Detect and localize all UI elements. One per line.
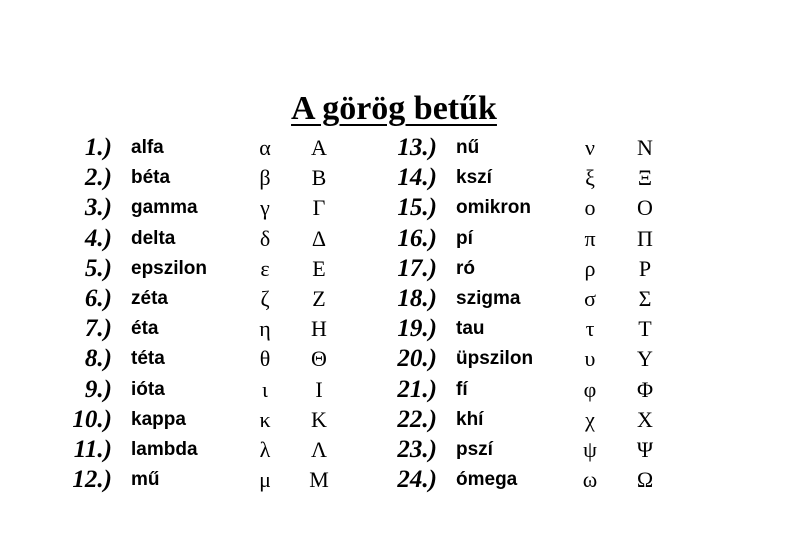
page-title: A görög betűk [291, 89, 497, 127]
letter-row [0, 193, 330, 223]
letter-number: 13.) [397, 134, 437, 161]
letter-row [325, 284, 655, 314]
letter-number: 6.) [84, 284, 112, 312]
letter-row [0, 284, 330, 314]
lowercase-letter: φ [583, 376, 597, 402]
lowercase-letter: η [259, 316, 271, 342]
lowercase-letter: ω [582, 467, 598, 493]
letter-name: gamma [131, 197, 198, 219]
letter-number: 10.) [72, 405, 112, 433]
uppercase-letter: Φ [636, 376, 654, 402]
letter-number: 18.) [397, 284, 437, 312]
letter-name: kappa [131, 408, 186, 430]
uppercase-letter: Ε [312, 255, 326, 281]
letter-name: delta [131, 227, 176, 249]
letter-name: szigma [456, 287, 521, 309]
letter-name: khí [456, 408, 484, 430]
letter-row [0, 254, 330, 284]
uppercase-letter: Χ [637, 406, 653, 432]
letter-row [0, 344, 330, 374]
letter-name: lambda [131, 438, 198, 460]
uppercase-letter: Ο [637, 195, 653, 221]
letter-number: 16.) [397, 224, 437, 252]
uppercase-letter: Μ [309, 467, 329, 493]
letter-list-left [0, 133, 330, 495]
uppercase-letter: Β [311, 165, 327, 191]
uppercase-letter: Τ [638, 316, 652, 342]
uppercase-letter: Κ [311, 406, 327, 432]
letter-number: 12.) [72, 466, 112, 494]
lowercase-letter: ξ [585, 165, 595, 191]
letter-row [325, 224, 655, 254]
letter-name: ióta [131, 378, 165, 400]
lowercase-letter: ε [260, 255, 270, 281]
letter-name: zéta [131, 287, 168, 309]
letter-row [0, 133, 330, 163]
letter-name: ró [456, 257, 475, 279]
lowercase-letter: γ [260, 195, 270, 221]
letter-row [0, 405, 330, 435]
letter-number: 1.) [84, 134, 112, 161]
uppercase-letter: Ρ [638, 255, 652, 281]
uppercase-letter: Α [311, 135, 327, 160]
letter-row [0, 465, 330, 495]
letter-name: mű [131, 469, 160, 491]
letter-name: epszilon [131, 257, 208, 279]
lowercase-letter: ψ [583, 436, 597, 462]
letter-name: béta [131, 167, 171, 189]
uppercase-letter: Ν [637, 135, 653, 160]
letter-row [0, 314, 330, 344]
uppercase-letter: Ξ [637, 165, 653, 191]
letter-name: pí [456, 227, 473, 249]
letter-number: 19.) [397, 315, 437, 343]
letter-name: pszí [456, 438, 493, 460]
letter-row [325, 314, 655, 344]
letter-row [325, 435, 655, 465]
letter-row [325, 344, 655, 374]
lowercase-letter: π [584, 225, 596, 251]
letter-row [325, 254, 655, 284]
letter-row [0, 163, 330, 193]
letter-number: 14.) [397, 164, 437, 192]
uppercase-letter: Ζ [312, 285, 326, 311]
letter-name: tau [456, 318, 485, 340]
lowercase-letter: ζ [260, 285, 270, 311]
uppercase-letter: Υ [637, 346, 653, 372]
uppercase-letter: Γ [312, 195, 326, 221]
lowercase-letter: ν [585, 135, 595, 160]
uppercase-letter: Ψ [636, 436, 654, 462]
uppercase-letter: Π [637, 225, 653, 251]
lowercase-letter: κ [259, 406, 271, 432]
letter-list-right [325, 133, 655, 495]
uppercase-letter: Θ [311, 346, 327, 372]
uppercase-letter: Ω [636, 467, 654, 493]
letter-number: 9.) [84, 375, 112, 403]
letter-number: 22.) [397, 405, 437, 433]
letter-number: 11.) [73, 435, 112, 463]
letter-number: 8.) [84, 345, 112, 373]
letter-row [325, 405, 655, 435]
letter-name: üpszilon [456, 348, 534, 370]
letter-row [325, 133, 655, 163]
lowercase-letter: λ [259, 436, 271, 462]
lowercase-letter: α [259, 135, 271, 160]
letter-name: éta [131, 318, 159, 340]
letter-number: 23.) [397, 435, 437, 463]
letter-number: 15.) [397, 194, 437, 222]
uppercase-letter: Δ [311, 225, 327, 251]
lowercase-letter: τ [585, 316, 595, 342]
letter-number: 2.) [84, 164, 112, 192]
uppercase-letter: Η [311, 316, 327, 342]
letter-row [0, 435, 330, 465]
lowercase-letter: ρ [584, 255, 596, 281]
lowercase-letter: δ [259, 225, 271, 251]
lowercase-letter: ι [262, 376, 268, 402]
lowercase-letter: θ [259, 346, 271, 372]
letter-row [0, 375, 330, 405]
letter-row [325, 163, 655, 193]
letter-number: 20.) [397, 345, 437, 373]
letter-row [325, 465, 655, 495]
lowercase-letter: σ [584, 285, 596, 311]
letter-name: nű [456, 137, 480, 158]
letter-row [325, 193, 655, 223]
uppercase-letter: Σ [638, 285, 652, 311]
letter-number: 7.) [84, 315, 112, 343]
letter-number: 21.) [397, 375, 437, 403]
letter-number: 24.) [397, 466, 437, 494]
lowercase-letter: χ [585, 406, 595, 432]
lowercase-letter: μ [259, 467, 271, 493]
lowercase-letter: υ [584, 346, 596, 372]
letter-name: alfa [131, 137, 164, 158]
letter-name: téta [131, 348, 165, 370]
letter-row [0, 224, 330, 254]
lowercase-letter: ο [584, 195, 596, 221]
lowercase-letter: β [259, 165, 271, 191]
uppercase-letter: Ι [315, 376, 323, 402]
letter-number: 4.) [84, 224, 112, 252]
letter-name: omikron [456, 197, 531, 219]
letter-row [325, 375, 655, 405]
letter-name: ómega [456, 469, 518, 491]
letter-number: 5.) [84, 254, 112, 282]
letter-name: kszí [456, 167, 492, 189]
letter-number: 17.) [397, 254, 437, 282]
uppercase-letter: Λ [311, 436, 327, 462]
letter-number: 3.) [84, 194, 112, 222]
letter-name: fí [456, 378, 468, 400]
